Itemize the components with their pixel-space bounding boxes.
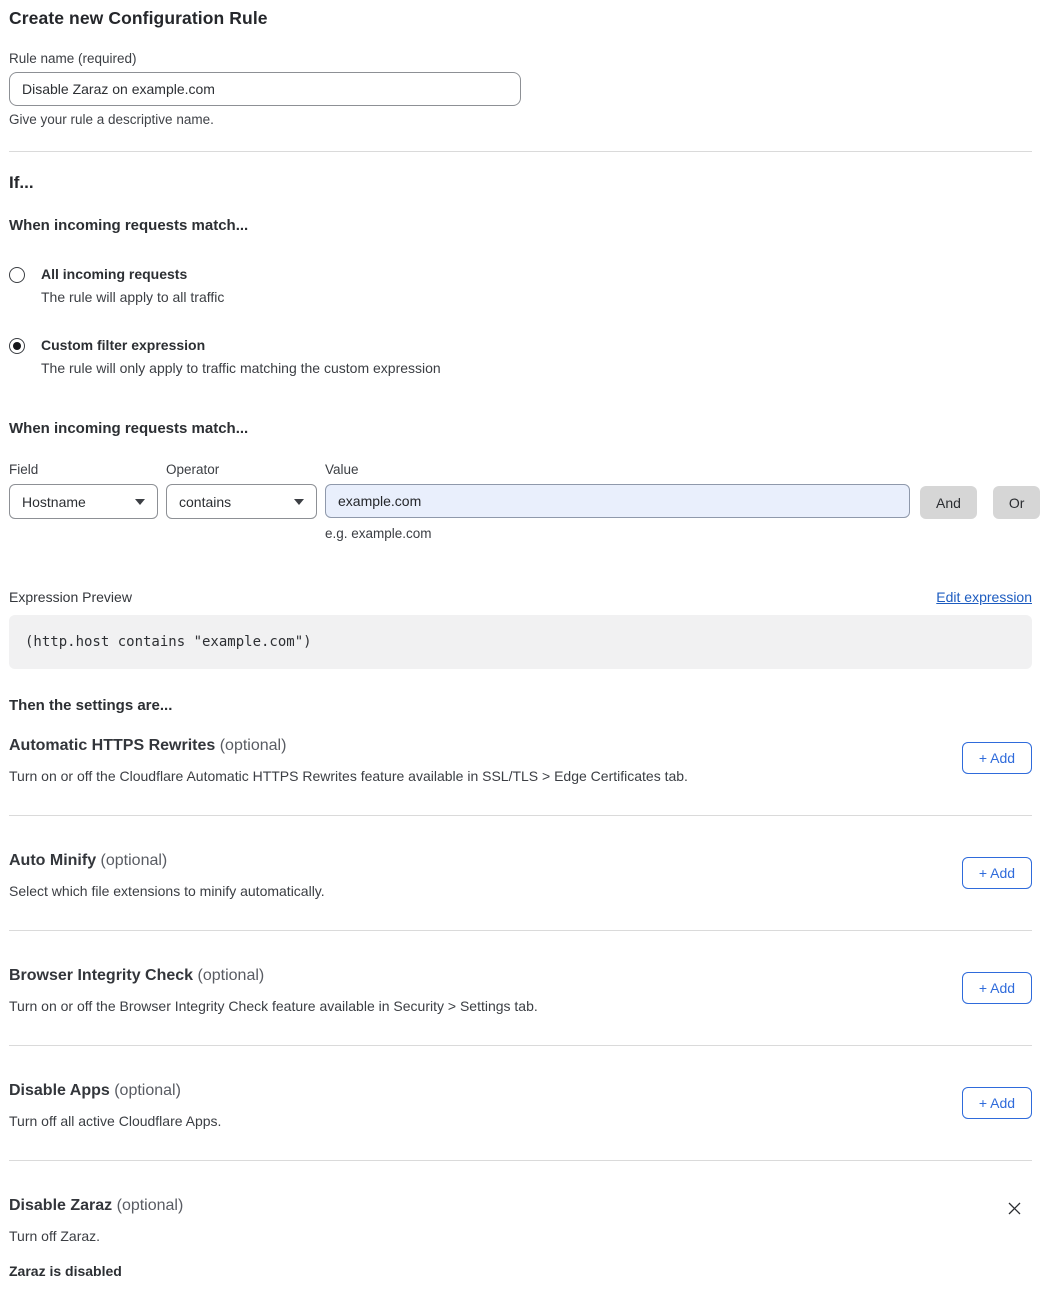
- setting-title: [9, 737, 688, 755]
- remove-disable-zaraz-button[interactable]: [1005, 1199, 1024, 1218]
- rule-name-input[interactable]: [9, 72, 521, 106]
- expression-preview-code: (http.host contains "example.com"): [9, 615, 1032, 669]
- operator-select-value: contains: [179, 493, 232, 510]
- expression-preview-label: Expression Preview: [9, 589, 132, 605]
- radio-option-custom-filter[interactable]: [9, 337, 1032, 376]
- zaraz-status-label: Zaraz is disabled: [9, 1263, 122, 1279]
- setting-texts: [9, 737, 688, 784]
- setting-title-text: Disable Zaraz: [9, 1197, 113, 1214]
- radio-texts: [41, 266, 224, 305]
- section-divider: [9, 151, 1032, 152]
- radio-custom-filter-description: The rule will only apply to traffic matching the custom expression: [41, 360, 441, 376]
- setting-description: Turn on or off the Browser Integrity Check feature available in Security > Settings tab.: [9, 998, 538, 1014]
- optional-label: (optional): [114, 1082, 181, 1099]
- setting-texts: [9, 1082, 221, 1129]
- value-input[interactable]: [325, 484, 910, 518]
- setting-title: [9, 967, 538, 985]
- close-icon: [1007, 1201, 1022, 1216]
- operator-select[interactable]: [166, 484, 317, 519]
- value-label: Value: [325, 462, 359, 477]
- settings-list: [9, 714, 1032, 1279]
- field-select[interactable]: [9, 484, 158, 519]
- setting-title: [9, 1082, 221, 1100]
- add-automatic-https-rewrites-button[interactable]: + Add: [962, 742, 1032, 774]
- conjunction-buttons: [920, 486, 1040, 519]
- setting-browser-integrity-check: [9, 931, 1032, 1046]
- filter-builder-row: [9, 462, 1032, 541]
- incoming-requests-heading: When incoming requests match...: [9, 217, 249, 234]
- setting-texts: [9, 967, 538, 1014]
- and-button[interactable]: And: [920, 486, 977, 519]
- optional-label: (optional): [100, 852, 168, 869]
- radio-texts: [41, 337, 441, 376]
- radio-option-all-requests[interactable]: [9, 266, 1032, 305]
- radio-custom-filter-label: Custom filter expression: [41, 337, 206, 353]
- filter-builder-heading: When incoming requests match...: [9, 420, 249, 437]
- field-label: Field: [9, 462, 39, 477]
- edit-expression-link[interactable]: Edit expression: [936, 589, 1032, 605]
- or-button[interactable]: Or: [993, 486, 1041, 519]
- radio-all-requests-description: The rule will apply to all traffic: [41, 289, 225, 305]
- setting-description: Select which file extensions to minify automatically.: [9, 883, 325, 899]
- radio-custom-filter[interactable]: [9, 338, 25, 354]
- value-hint: e.g. example.com: [325, 526, 432, 541]
- rule-name-label: Rule name (required): [9, 51, 137, 66]
- setting-disable-zaraz: [9, 1161, 1032, 1279]
- if-heading: If...: [9, 173, 34, 192]
- setting-description: Turn off Zaraz.: [9, 1228, 101, 1244]
- operator-column: [166, 462, 325, 519]
- add-disable-apps-button[interactable]: + Add: [962, 1087, 1032, 1119]
- chevron-down-icon: [135, 499, 145, 505]
- page-title: Create new Configuration Rule: [9, 8, 268, 28]
- rule-name-group: [9, 51, 1032, 127]
- radio-all-requests[interactable]: [9, 267, 25, 283]
- value-column: [325, 462, 910, 541]
- setting-automatic-https-rewrites: [9, 714, 1032, 816]
- add-auto-minify-button[interactable]: + Add: [962, 857, 1032, 889]
- setting-title-text: Browser Integrity Check: [9, 967, 194, 984]
- setting-title: [9, 852, 325, 870]
- operator-label: Operator: [166, 462, 220, 477]
- setting-title-text: Auto Minify: [9, 852, 97, 869]
- setting-description: Turn on or off the Cloudflare Automatic HTTPS Rewrites feature available in SSL/TLS > Edge Certificates tab.: [9, 768, 688, 784]
- setting-auto-minify: [9, 816, 1032, 931]
- settings-heading: Then the settings are...: [9, 697, 173, 714]
- setting-description: Turn off all active Cloudflare Apps.: [9, 1113, 222, 1129]
- field-column: [9, 462, 166, 519]
- setting-texts: [9, 1197, 183, 1279]
- setting-disable-apps: [9, 1046, 1032, 1161]
- chevron-down-icon: [294, 499, 304, 505]
- optional-label: (optional): [197, 967, 265, 984]
- optional-label: (optional): [219, 737, 287, 754]
- radio-all-requests-label: All incoming requests: [41, 266, 188, 282]
- expression-preview-header: [9, 589, 1032, 605]
- setting-title-text: Automatic HTTPS Rewrites: [9, 737, 216, 754]
- field-select-value: Hostname: [22, 493, 86, 510]
- add-browser-integrity-check-button[interactable]: + Add: [962, 972, 1032, 1004]
- setting-title: [9, 1197, 183, 1215]
- setting-title-text: Disable Apps: [9, 1082, 110, 1099]
- setting-texts: [9, 852, 325, 899]
- rule-name-help: Give your rule a descriptive name.: [9, 112, 214, 127]
- optional-label: (optional): [116, 1197, 184, 1214]
